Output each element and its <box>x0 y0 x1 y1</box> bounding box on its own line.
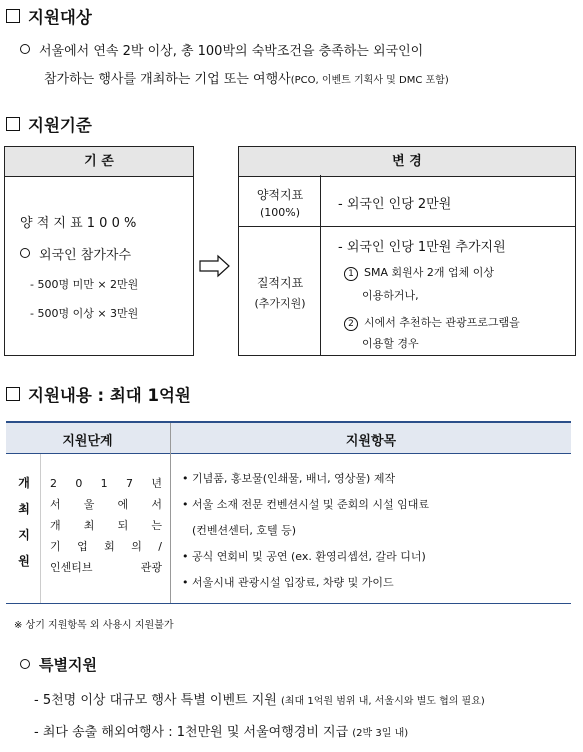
list-item <box>182 518 429 544</box>
stage-description <box>50 473 162 578</box>
special-item-2-small: (2박 3일 내) <box>352 728 409 739</box>
table-bottom-rule <box>6 603 571 604</box>
target-line-1 <box>20 40 423 59</box>
list-item: • 기념품, 홍보물(인쇄물, 배너, 영상물) 제작 <box>182 472 396 485</box>
section-title-target <box>6 4 92 28</box>
qual-item-2-cont: 이용할 경우 <box>362 337 419 350</box>
existing-line-4: - 500명 이상 × 3만원 <box>30 307 139 320</box>
qual-label: 질적지표 <box>256 276 304 290</box>
stage-label-char: 원 <box>18 554 30 568</box>
circle-bullet-icon <box>20 248 30 258</box>
stage-label-char: 개 <box>18 476 30 490</box>
list-item: • 서울 소재 전문 컨벤션시설 및 준회의 시설 임대료 <box>182 498 429 511</box>
right-arrow-icon <box>198 254 232 278</box>
existing-line-1: 양 적 지 표 1 0 0 % <box>20 216 137 231</box>
column-divider <box>320 175 321 356</box>
special-item-1: - 5천명 이상 대규모 행사 특별 이벤트 지원 (최대 1억원 범위 내, 서울시와 별도 협의 필요) <box>34 693 485 708</box>
qual-item-1 <box>344 264 494 281</box>
quant-percent: (100%) <box>259 206 301 219</box>
existing-line-2-text: 외국인 참가자수 <box>39 248 132 263</box>
qual-item-1-text: SMA 회원사 2개 업체 이상 <box>364 266 494 279</box>
section-title-text: 지원기준 <box>28 116 92 135</box>
existing-line-3: - 500명 미만 × 2만원 <box>30 278 139 291</box>
stage-label-char: 최 <box>18 502 30 516</box>
header-rule <box>6 453 571 454</box>
list-item-text: (컨벤션센터, 호텔 등) <box>192 524 297 537</box>
checkbox-icon <box>6 117 20 131</box>
table-col-divider <box>170 423 171 604</box>
circle-bullet-icon <box>20 659 30 669</box>
section-title-text: 지원내용 : 최대 1억원 <box>28 386 191 405</box>
section-title-special <box>20 654 97 675</box>
special-item-2: - 최다 송출 해외여행사 : 1천만원 및 서울여행경비 지급 (2박 3일 내) <box>34 725 409 740</box>
checkbox-icon <box>6 387 20 401</box>
special-title-text: 특별지원 <box>39 656 97 674</box>
quant-value: - 외국인 인당 2만원 <box>338 197 452 212</box>
stage-desc-line: 인센티브 관광 <box>50 561 162 574</box>
circle-bullet-icon <box>20 44 30 54</box>
support-items-list <box>182 466 429 596</box>
changed-header: 변 경 <box>239 147 575 177</box>
row-divider <box>238 226 576 227</box>
col-header-stage: 지원단계 <box>62 434 113 449</box>
stage-desc-line: 서 울 에 서 <box>50 498 162 511</box>
section-title-content <box>6 382 191 406</box>
special-item-2-text: 최다 송출 해외여행사 : 1천만원 및 서울여행경비 지급 <box>42 725 349 740</box>
list-item-text: 기념품, 홍보물(인쇄물, 배너, 영상물) 제작 <box>192 472 396 485</box>
list-item-text: 공식 연회비 및 공연 (ex. 환영리셉션, 갈라 디너) <box>192 550 426 563</box>
qual-sub: (추가지원) <box>254 297 306 310</box>
stage-inner-divider <box>40 454 41 604</box>
target-line-2 <box>44 68 449 87</box>
target-text-1: 서울에서 연속 2박 이상, 총 100박의 숙박조건을 충족하는 외국인이 <box>39 44 424 59</box>
target-text-2: 참가하는 행사를 개최하는 기업 또는 여행사 <box>44 72 291 87</box>
footnote: ※ 상기 지원항목 외 사용시 지원불가 <box>14 620 174 631</box>
stage-label-char: 지 <box>18 528 30 542</box>
special-item-1-text: 5천명 이상 대규모 행사 특별 이벤트 지원 <box>42 693 277 708</box>
stage-label <box>14 470 34 574</box>
special-item-1-small: (최대 1억원 범위 내, 서울시와 별도 협의 필요) <box>280 696 485 707</box>
qual-value: - 외국인 인당 1만원 추가지원 <box>338 240 506 255</box>
number-2-icon: 2 <box>344 317 358 331</box>
existing-header: 기 존 <box>5 147 193 177</box>
target-text-2-small: (PCO, 이벤트 기획사 및 DMC 포함) <box>290 75 449 86</box>
section-title-text: 지원대상 <box>28 8 92 27</box>
existing-line-2 <box>20 244 131 263</box>
qual-item-1-cont: 이용하거나, <box>362 289 419 302</box>
number-1-icon: 1 <box>344 267 358 281</box>
stage-desc-line: 2 0 1 7 년 <box>50 477 162 490</box>
list-item-text: 서울 소재 전문 컨벤션시설 및 준회의 시설 임대료 <box>192 498 429 511</box>
quant-label: 양적지표 <box>256 188 304 202</box>
section-title-criteria <box>6 112 92 136</box>
list-item: • 서울시내 관광시설 입장료, 차량 및 가이드 <box>182 576 394 589</box>
list-item-text: 서울시내 관광시설 입장료, 차량 및 가이드 <box>192 576 394 589</box>
stage-desc-line: 기 업 회 의 / <box>50 540 162 553</box>
checkbox-icon <box>6 9 20 23</box>
qual-item-2-text: 시에서 추천하는 관광프로그램을 <box>364 316 520 329</box>
list-item: • 공식 연회비 및 공연 (ex. 환영리셉션, 갈라 디너) <box>182 550 426 563</box>
stage-desc-line: 개 최 되 는 <box>50 519 162 532</box>
qual-item-2 <box>344 314 520 331</box>
col-header-items: 지원항목 <box>345 434 397 449</box>
